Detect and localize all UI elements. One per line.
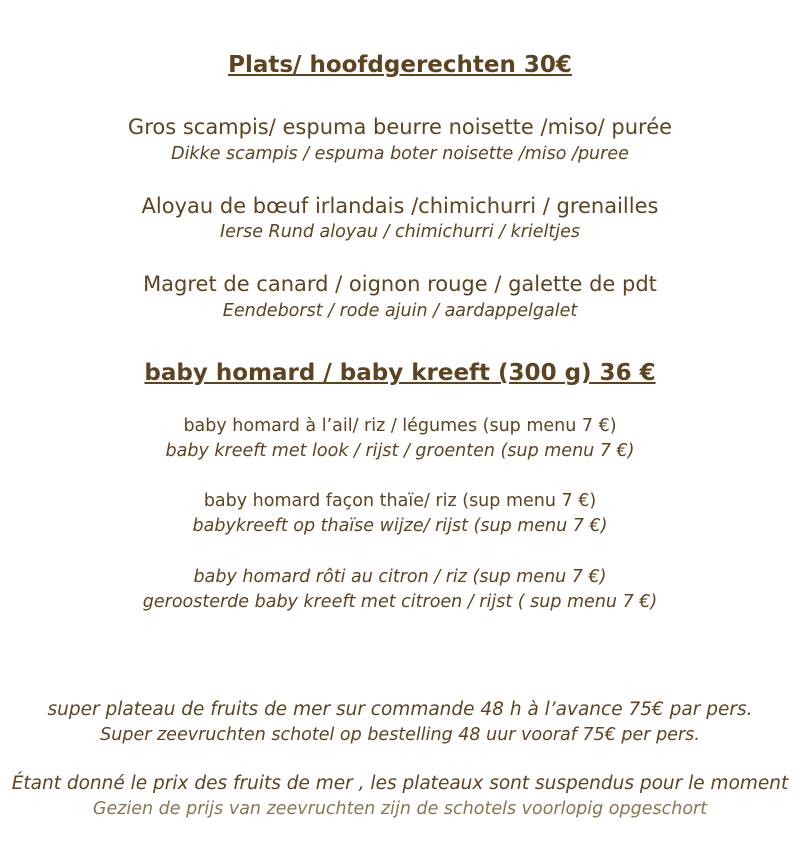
suspended-note-fr: Étant donné le prix des fruits de mer , les plateaux sont suspendus pour le moment	[11, 773, 789, 794]
homard-1-fr: baby homard à l’ail/ riz / légumes (sup menu 7 €)	[183, 416, 617, 436]
plats-heading: Plats/ hoofdgerechten 30€	[228, 52, 572, 78]
homard-heading: baby homard / baby kreeft (300 g) 36 €	[144, 360, 656, 386]
plateau-note-fr: super plateau de fruits de mer sur commande 48 h à l’avance 75€ par pers.	[47, 699, 753, 720]
dish-1-fr: Gros scampis/ espuma beurre noisette /miso/ purée	[127, 115, 673, 139]
homard-3-nl: geroosterde baby kreeft met citroen / rijst ( sup menu 7 €)	[142, 592, 658, 612]
homard-1-nl: baby kreeft met look / rijst / groenten (sup menu 7 €)	[165, 441, 635, 461]
homard-3-fr: baby homard rôti au citron / riz (sup menu 7 €)	[193, 567, 607, 587]
plateau-note-nl: Super zeevruchten schotel op bestelling 48 uur vooraf 75€ per pers.	[100, 725, 700, 745]
dish-2-nl: Ierse Rund aloyau / chimichurri / krieltjes	[219, 222, 581, 242]
dish-3-fr: Magret de canard / oignon rouge / galette de pdt	[143, 272, 657, 296]
suspended-note-nl: Gezien de prijs van zeevruchten zijn de schotels voorlopig opgeschort	[92, 799, 708, 819]
homard-2-nl: babykreeft op thaïse wijze/ rijst (sup menu 7 €)	[192, 516, 608, 536]
dish-3-nl: Eendeborst / rode ajuin / aardappelgalet	[222, 301, 578, 321]
dish-2-fr: Aloyau de bœuf irlandais /chimichurri / grenailles	[141, 194, 659, 218]
dish-1-nl: Dikke scampis / espuma boter noisette /miso /puree	[171, 144, 629, 164]
homard-2-fr: baby homard façon thaïe/ riz (sup menu 7 €)	[203, 491, 597, 511]
